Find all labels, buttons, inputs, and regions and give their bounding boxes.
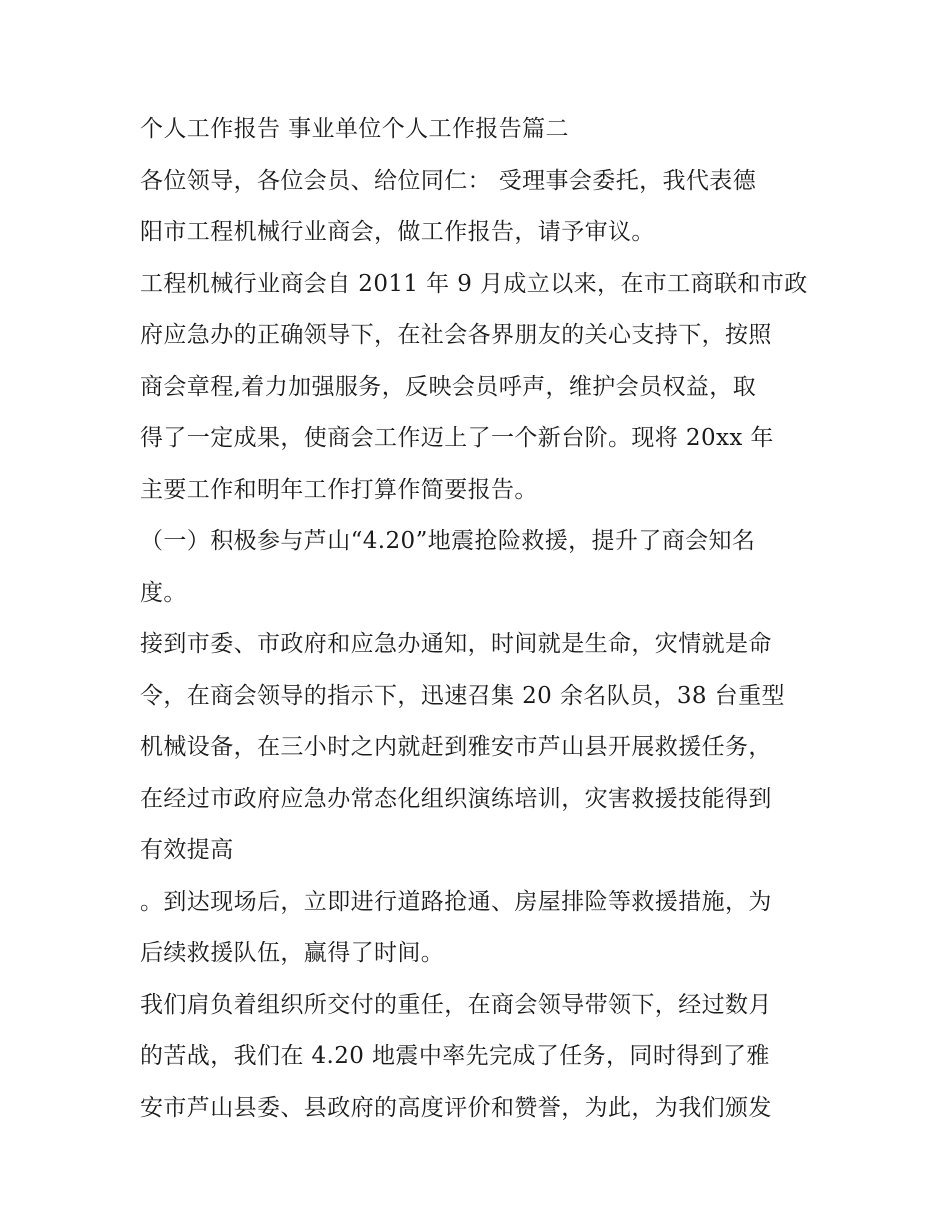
text-line: 得了一定成果，使商会工作迈上了一个新台阶。现将 20xx 年 <box>140 425 774 451</box>
text-line: 主要工作和明年工作打算作简要报告。 <box>140 476 538 503</box>
text-line: 安市芦山县委、县政府的高度评价和赞誉，为此，为我们颁发 <box>140 1094 772 1121</box>
text-line: 府应急办的正确领导下，在社会各界朋友的关心支持下，按照 <box>140 322 772 348</box>
text-line: 工程机械行业商会自 2011 年 9 月成立以来，在市工商联和市政 <box>140 270 808 297</box>
text-line: 有效提高 <box>140 837 234 863</box>
document-body <box>140 104 820 1134</box>
document-title: 个人工作报告 事业单位个人工作报告篇二 <box>140 116 569 142</box>
text-line: 商会章程,着力加强服务，反映会员呼声，维护会员权益，取 <box>140 373 757 400</box>
section-heading-continued: 度。 <box>140 579 187 606</box>
text-line: 令，在商会领导的指示下，迅速召集 20 余名队员，38 台重型 <box>140 682 785 709</box>
text-line: 在经过市政府应急办常态化组织演练培训，灾害救援技能得到 <box>140 785 772 812</box>
section-heading: （一）积极参与芦山“4.20”地震抢险救援，提升了商会知名 <box>140 528 756 554</box>
text-line: 我们肩负着组织所交付的重任，在商会领导带领下，经过数月 <box>140 991 772 1018</box>
text-line: 接到市委、市政府和应急办通知，时间就是生命，灾情就是命 <box>140 631 772 657</box>
text-line: 机械设备，在三小时之内就赶到雅安市芦山县开展救援任务， <box>140 734 772 760</box>
text-line: 后续救援队伍，赢得了时间。 <box>140 940 445 966</box>
text-line: 。到达现场后，立即进行道路抢通、房屋排险等救援措施，为 <box>140 888 772 915</box>
text-line: 的苦战，我们在 4.20 地震中率先完成了任务，同时得到了雅 <box>140 1043 770 1069</box>
text-line: 阳市工程机械行业商会，做工作报告，请予审议。 <box>140 219 655 245</box>
text-line: 各位领导，各位会员、给位同仁： 受理事会委托，我代表德 <box>140 167 757 194</box>
